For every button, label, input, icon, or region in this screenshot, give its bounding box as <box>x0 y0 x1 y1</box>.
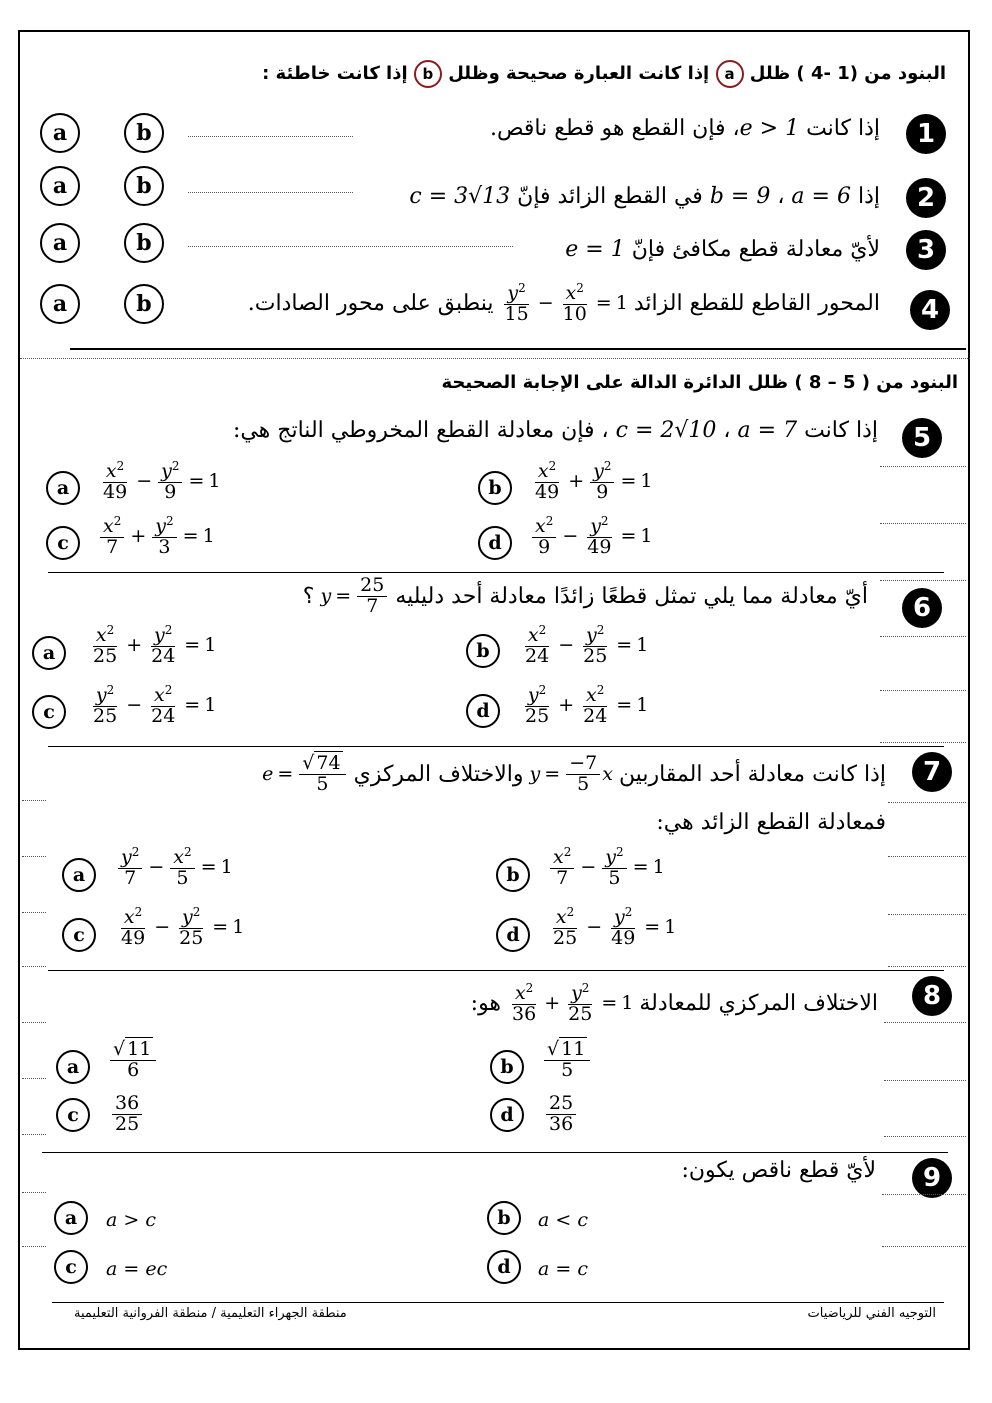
q7-option-b-equation: $\frac{x^2}{7}$ − $\frac{y^2}{5}$ = 1 <box>548 846 665 889</box>
q9-option-b-value: a < c <box>538 1209 588 1231</box>
q8-option-d-value: $\frac{25}{36}$ <box>544 1094 578 1135</box>
tf-4-option-a[interactable]: a <box>40 284 80 324</box>
side-line <box>22 1134 46 1135</box>
q5-option-a[interactable]: a <box>46 471 80 505</box>
tf-1-option-b[interactable]: b <box>124 113 164 153</box>
q7-option-d[interactable]: d <box>496 918 530 952</box>
q6-option-d[interactable]: d <box>466 694 500 728</box>
q6-text: أيّ معادلة مما يلي تمثل قطعًا زائدًا معادلة أحد دليليه y = $\frac{25}{7}$ ؟ <box>302 574 868 617</box>
dotted-divider <box>20 358 970 359</box>
question-number-4: 4 <box>910 290 950 330</box>
side-line <box>22 856 46 857</box>
side-line <box>22 1078 46 1079</box>
side-line <box>880 523 966 524</box>
q9-option-c-value: a = ec <box>106 1258 168 1280</box>
q7-option-c-equation: $\frac{x^2}{49}$ − $\frac{y^2}{25}$ = 1 <box>121 905 245 949</box>
side-line <box>884 1022 966 1023</box>
q7-option-d-equation: $\frac{x^2}{25}$ − $\frac{y^2}{49}$ = 1 <box>553 905 677 949</box>
q5-option-b-equation: $\frac{x^2}{49}$ + $\frac{y^2}{9}$ = 1 <box>535 459 653 503</box>
q7-text-line2: فمعادلة القطع الزائد هي: <box>656 810 886 835</box>
q7-option-b[interactable]: b <box>496 858 530 892</box>
side-line <box>884 1080 966 1081</box>
q8-option-c[interactable]: c <box>56 1098 90 1132</box>
side-line <box>880 580 966 581</box>
question-number-9: 9 <box>912 1158 952 1198</box>
side-line <box>22 1192 46 1193</box>
footer-left: منطقة الجهراء التعليمية / منطقة الفروانية التعليمية <box>74 1306 347 1321</box>
q5-option-c-equation: $\frac{x^2}{7}$ + $\frac{y^2}{3}$ = 1 <box>98 515 215 558</box>
q7-option-a[interactable]: a <box>62 858 96 892</box>
q7-option-a-equation: $\frac{y^2}{7}$ − $\frac{x^2}{5}$ = 1 <box>116 846 233 889</box>
side-line <box>22 1246 46 1247</box>
question-number-1: 1 <box>906 114 946 154</box>
q5-option-d-equation: $\frac{x^2}{9}$ − $\frac{y^2}{49}$ = 1 <box>530 515 652 558</box>
question-number-2: 2 <box>906 178 946 218</box>
question-divider <box>48 746 944 747</box>
q8-option-c-value: $\frac{36}{25}$ <box>110 1094 144 1135</box>
side-line <box>22 966 46 967</box>
tf-item-3-text: لأيّ معادلة قطع مكافئ فإنّ e = 1 <box>565 237 880 262</box>
question-divider <box>48 970 944 971</box>
section2-instruction: البنود من ( 5 – 8 ) ظلل الدائرة الدالة على الإجابة الصحيحة <box>441 372 958 393</box>
q6-option-a[interactable]: a <box>32 636 66 670</box>
q6-option-a-equation: $\frac{x^2}{25}$ + $\frac{y^2}{24}$ = 1 <box>93 623 217 667</box>
side-line <box>22 912 46 913</box>
q7-option-c[interactable]: c <box>62 918 96 952</box>
question-divider <box>42 1152 948 1153</box>
answer-line <box>188 246 513 247</box>
tf-3-option-a[interactable]: a <box>40 223 80 263</box>
question-number-6: 6 <box>902 588 942 628</box>
q6-option-d-equation: $\frac{y^2}{25}$ + $\frac{x^2}{24}$ = 1 <box>525 683 649 727</box>
q5-option-b[interactable]: b <box>478 471 512 505</box>
q5-option-d[interactable]: d <box>478 526 512 560</box>
section-divider <box>70 348 966 350</box>
q6-option-c-equation: $\frac{y^2}{25}$ − $\frac{x^2}{24}$ = 1 <box>93 683 217 727</box>
q8-option-a-value: $\frac{√ 11}{6}$ <box>108 1040 158 1081</box>
q9-option-b[interactable]: b <box>487 1201 521 1235</box>
side-line <box>888 802 966 803</box>
section1-instruction: البنود من (1 -4 ) ظلل a إذا كانت العبارة صحيحة وظلل b إذا كانت خاطئة : <box>262 60 946 88</box>
q6-option-b[interactable]: b <box>466 634 500 668</box>
question-number-7: 7 <box>912 752 952 792</box>
false-symbol: b <box>414 60 442 88</box>
side-line <box>880 742 966 743</box>
footer-right: التوجيه الفني للرياضيات <box>807 1306 936 1321</box>
side-line <box>880 636 966 637</box>
q9-option-d-value: a = c <box>538 1258 588 1280</box>
q9-option-c[interactable]: c <box>54 1250 88 1284</box>
q9-option-d[interactable]: d <box>487 1250 521 1284</box>
q9-option-a[interactable]: a <box>54 1201 88 1235</box>
tf-2-option-b[interactable]: b <box>124 166 164 206</box>
tf-item-2-text: إذا a = 6 ، b = 9 في القطع الزائد فإنّ c = 3√13 <box>409 184 880 209</box>
q6-option-c[interactable]: c <box>32 695 66 729</box>
footer-rule <box>52 1302 944 1303</box>
q8-option-b[interactable]: b <box>490 1050 524 1084</box>
side-line <box>884 1136 966 1137</box>
tf-4-equation: $\frac{y^2}{15}$ − $\frac{x^2}{10}$ = 1 <box>504 281 628 325</box>
q8-option-a[interactable]: a <box>56 1050 90 1084</box>
tf-4-option-b[interactable]: b <box>124 284 164 324</box>
answer-line <box>188 136 353 137</box>
q7-text: إذا كانت معادلة أحد المقاربين y = $\frac{-7}{5}$ x والاختلاف المركزي e = $\frac{√ 74}{5}$ <box>262 752 886 795</box>
q9-text: لأيّ قطع ناقص يكون: <box>681 1158 876 1183</box>
tf-2-option-a[interactable]: a <box>40 166 80 206</box>
true-symbol: a <box>716 60 744 88</box>
side-line <box>882 1194 966 1195</box>
side-line <box>888 914 966 915</box>
side-line <box>888 966 966 967</box>
question-number-8: 8 <box>912 976 952 1016</box>
side-line <box>880 690 966 691</box>
tf-1-option-a[interactable]: a <box>40 113 80 153</box>
q5-option-a-equation: $\frac{x^2}{49}$ − $\frac{y^2}{9}$ = 1 <box>103 459 221 503</box>
side-line <box>882 1246 966 1247</box>
side-line <box>22 1022 46 1023</box>
side-line <box>888 856 966 857</box>
q5-text: إذا كانت a = 7 ، c = 2√10 ، فإن معادلة القطع المخروطي الناتج هي: <box>232 418 878 443</box>
tf-item-1-text: إذا كانت e > 1، فإن القطع هو قطع ناقص. <box>489 116 880 141</box>
q8-option-d[interactable]: d <box>490 1098 524 1132</box>
q5-option-c[interactable]: c <box>46 526 80 560</box>
side-line <box>22 800 46 801</box>
q8-option-b-value: $\frac{√ 11}{5}$ <box>542 1040 592 1081</box>
question-number-3: 3 <box>906 230 946 270</box>
q9-option-a-value: a > c <box>106 1209 156 1231</box>
answer-line <box>188 192 353 193</box>
q6-option-b-equation: $\frac{x^2}{24}$ − $\frac{y^2}{25}$ = 1 <box>525 623 649 667</box>
side-line <box>880 466 966 467</box>
q8-text: الاختلاف المركزي للمعادلة $\frac{x^2}{36}$ + $\frac{y^2}{25}$ = 1 هو: <box>470 981 878 1025</box>
question-divider <box>48 572 944 573</box>
tf-3-option-b[interactable]: b <box>124 223 164 263</box>
question-number-5: 5 <box>902 418 942 458</box>
tf-item-4-text: المحور القاطع للقطع الزائد $\frac{y^2}{15}$ − $\frac{x^2}{10}$ = 1 ينطبق على محور الصادات. <box>247 281 880 325</box>
